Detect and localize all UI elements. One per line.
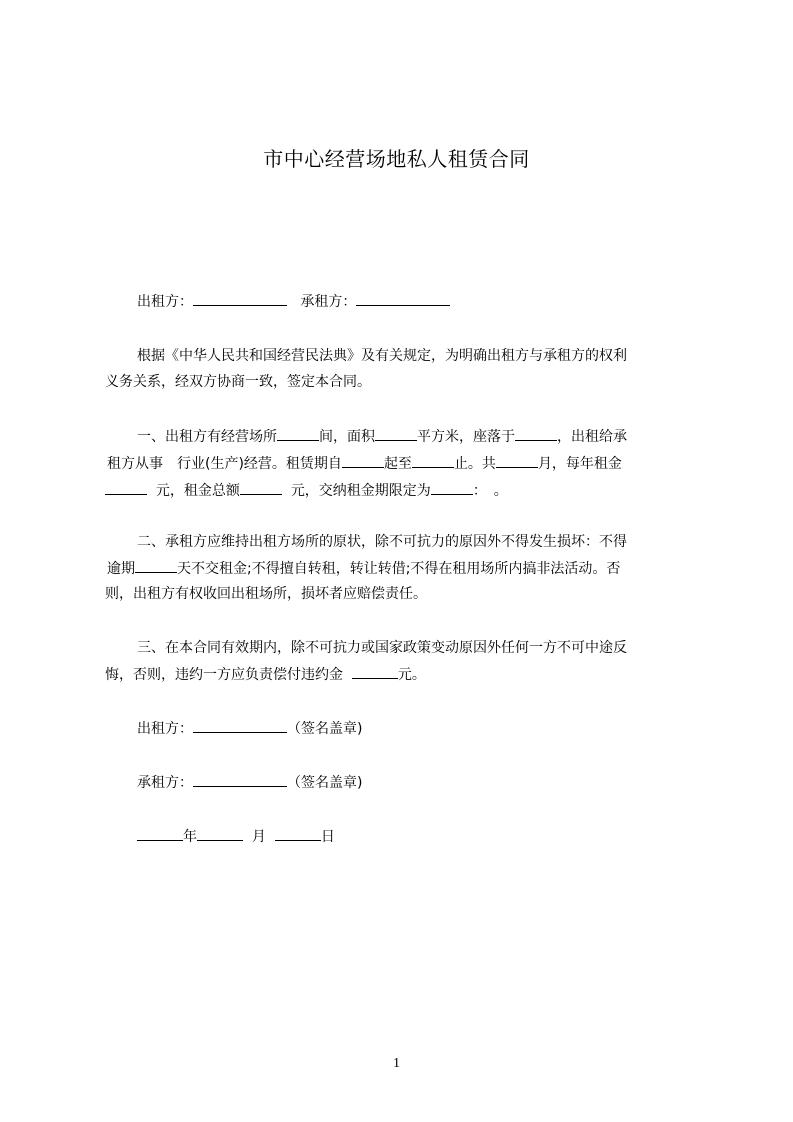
clause1-text: ，出租给承 [557, 429, 627, 445]
lessor-blank[interactable] [193, 291, 287, 306]
month-blank[interactable] [197, 826, 243, 841]
start-date-blank[interactable] [342, 453, 384, 468]
preamble-line-1: 根据《中华人民共和国经营民法典》及有关规定，为明确出租方与承租方的权利 [137, 348, 627, 364]
penalty-blank[interactable] [352, 664, 398, 679]
lessor-label: 出租方： [137, 294, 193, 310]
clause1-text: 止。共 [453, 456, 496, 472]
month-label: 月 [251, 829, 266, 845]
lessee-signature [137, 772, 362, 793]
lessee-signature-blank[interactable] [193, 772, 287, 787]
clause1-text: ： 。 [472, 483, 508, 499]
clause2-text: 天不交租金;不得擅自转租，转让转借;不得在租用场所内搞非法活动。否 [177, 561, 621, 577]
document-title: 市中心经营场地私人租赁合同 [263, 147, 530, 171]
lessor-signature [137, 718, 362, 739]
clause3-line-2 [105, 664, 426, 685]
clause1-text: 起至 [383, 456, 412, 472]
area-blank[interactable] [375, 426, 417, 441]
annual-rent-blank[interactable] [105, 480, 147, 495]
rooms-blank[interactable] [277, 426, 319, 441]
total-rent-blank[interactable] [240, 480, 282, 495]
lessee-label: 承租方： [300, 294, 357, 310]
signing-date [137, 826, 335, 847]
clause1-text: 租方从事 行业(生产)经营。租赁期自 [107, 456, 342, 472]
overdue-days-blank[interactable] [135, 558, 177, 573]
clause1-text: 间，面积 [319, 429, 375, 445]
clause1-text: 元，交纳租金期限定为 [290, 483, 431, 499]
lessor-signature-label: 出租方： [137, 721, 193, 737]
clause1-line-1 [137, 426, 627, 447]
clause3-text: 元。 [397, 667, 426, 683]
lessor-signature-note: （签名盖章) [287, 721, 363, 737]
end-date-blank[interactable] [412, 453, 454, 468]
parties-header [137, 291, 450, 312]
location-blank[interactable] [515, 426, 557, 441]
clause1-text: 月，每年租金 [537, 456, 622, 472]
lessee-blank[interactable] [356, 291, 450, 306]
lessee-signature-note: （签名盖章) [287, 775, 363, 791]
clause1-text: 元，租金总额 [155, 483, 240, 499]
clause2-text: 逾期 [107, 561, 135, 577]
payment-term-blank[interactable] [431, 480, 473, 495]
clause3-line-1: 三、在本合同有效期内，除不可抗力或国家政策变动原因外任何一方不可中途反 [137, 640, 627, 656]
clause3-text: 悔，否则，违约一方应负责偿付违约金 [105, 667, 343, 683]
clause2-line-1: 二、承租方应维持出租方场所的原状，除不可抗力的原因外不得发生损坏：不得 [137, 534, 627, 550]
preamble-line-2: 义务关系，经双方协商一致，签定本合同。 [105, 374, 371, 390]
clause2-line-2 [107, 558, 620, 579]
clause1-line-2 [107, 453, 622, 474]
lessor-signature-blank[interactable] [193, 718, 287, 733]
year-label: 年 [183, 829, 197, 845]
clause1-text: 平方米，座落于 [417, 429, 515, 445]
clause1-text: 一、出租方有经营场所 [137, 429, 277, 445]
year-blank[interactable] [137, 826, 183, 841]
page-number: 1 [393, 1056, 400, 1071]
day-blank[interactable] [275, 826, 321, 841]
clause2-line-3: 则，出租方有权收回出租场所，损坏者应赔偿责任。 [105, 586, 427, 602]
months-blank[interactable] [496, 453, 538, 468]
day-label: 日 [320, 829, 335, 845]
lessee-signature-label: 承租方： [137, 775, 193, 791]
clause1-line-3 [105, 480, 508, 501]
